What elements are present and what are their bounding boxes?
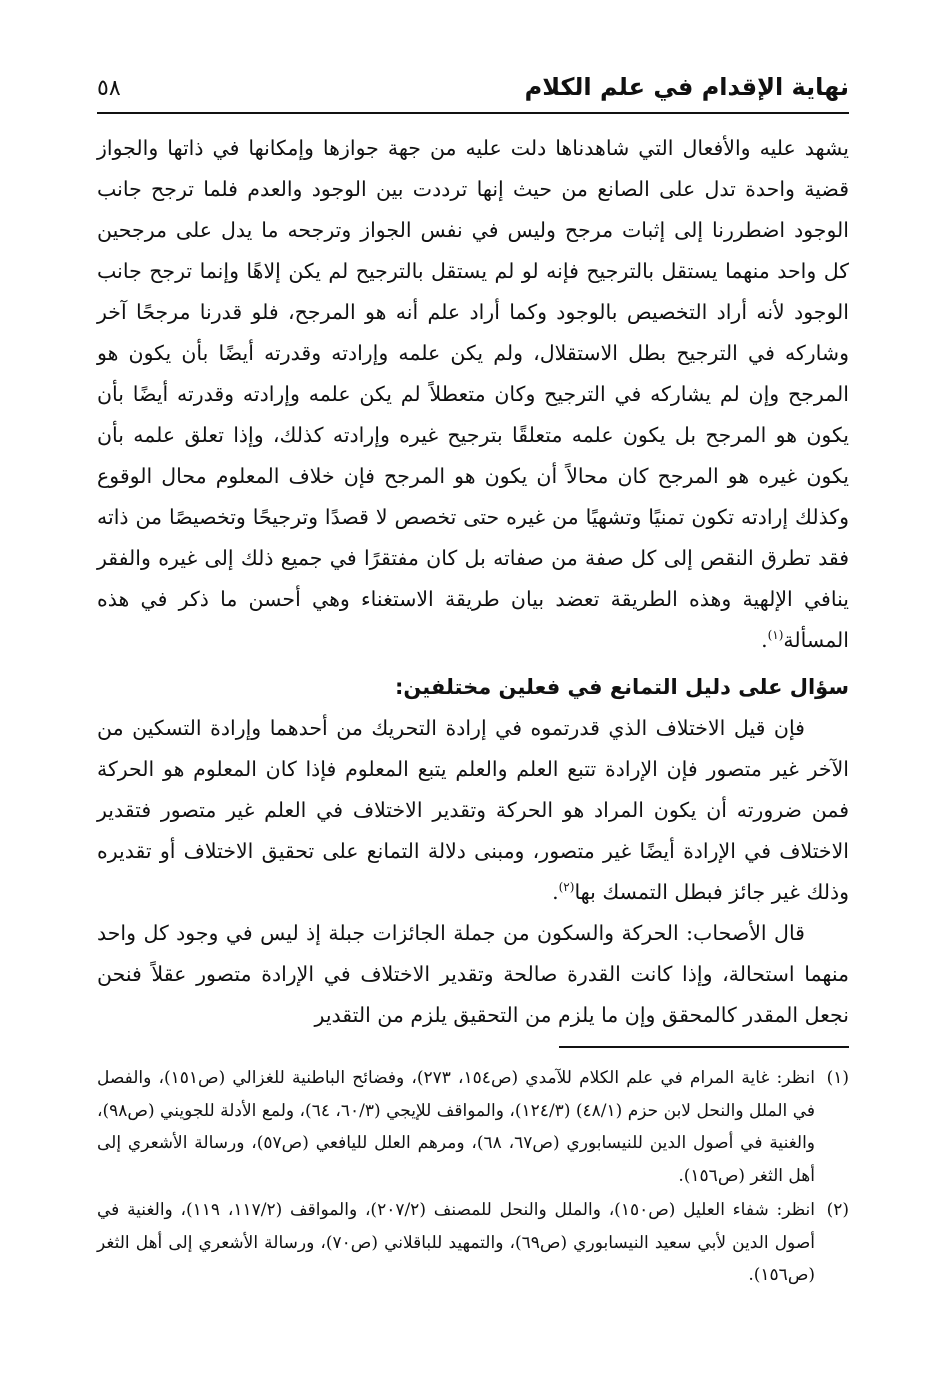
footnotes	[97, 1062, 849, 1294]
paragraph	[97, 128, 849, 661]
footnote-text: انظر: شفاء العليل (ص١٥٠)، والملل والنحل للمصنف (٢٠٧/٢)، والمواقف (١١٧/٢، ١١٩)، والغنية في أصول الدين لأبي سعيد النيسابوري (ص٦٩)، والتمهيد للباقلاني (ص٧٠)، ورسالة الأشعري إلى أهل الثغر (ص١٥٦).	[97, 1200, 815, 1285]
footnote	[97, 1194, 849, 1292]
footnote-ref: (١)	[767, 628, 784, 643]
running-header	[97, 70, 849, 110]
paragraph-end: .	[552, 880, 559, 904]
book-title: نهاية الإقدام في علم الكلام	[524, 73, 849, 101]
header-divider	[97, 112, 849, 114]
paragraph	[97, 708, 849, 913]
footnote-text: انظر: غاية المرام في علم الكلام للآمدي (ص١٥٤، ٢٧٣)، وفضائح الباطنية للغزالي (ص١٥١)، والفصل في الملل والنحل لابن حزم (٤٨/١) (١٢٤/٣)، والمواقف للإيجي (٦٠/٣، ٦٤)، ولمع الأدلة للجويني (ص٩٨)، والغنية في أصول الدين للنيسابوري (ص٦٧، ٦٨)، ومرهم العلل لليافعي (ص٥٧)، ورسالة الأشعري إلى أهل الثغر (ص١٥٦).	[97, 1068, 816, 1186]
main-text	[97, 128, 849, 1036]
footnote-number: (١)	[826, 1068, 849, 1088]
paragraph-text: يشهد عليه والأفعال التي شاهدناها دلت عليه من جهة جوازها وإمكانها في ذاتها والجواز قضية واحدة تدل على الصانع من حيث إنها ترددت بين الوجود والعدم فلما ترجح جانب الوجود اضطررنا إلى إثبات مرجح وليس في نفس الجواز وترجحه ما يدل على مرجحين كل واحد منهما يستقل بالترجيح فإنه لو لم يستقل بالترجيح لم يكن إلاهًا وإنما ترجح جانب الوجود لأنه أراد التخصيص بالوجود وكما أراد علم أنه هو المرجح، فلو قدرنا مرجحًا آخر وشاركه في الترجيح بطل الاستقلال، ولم يكن علمه وإرادته وقدرته أيضًا بأن يكون هو المرجح وإن لم يشاركه في الترجيح وكان متعطلاً لم يكن علمه وإرادته وقدرته أيضًا بأن يكون هو المرجح بل يكون علمه متعلقًا بترجيح غيره وإرادته كذلك، وإذا تعلق علمه بأن يكون غيره هو المرجح كان محالاً أن يكون هو المرجح فإن خلاف المعلوم محال الوقوع وكذلك إرادته تكون تمنيًا وتشهيًا من غيره حتى تخصص لا قصدًا وترجيحًا وتخصيصًا من ذاته فقد تطرق النقص إلى كل صفة من صفاته بل كان مفتقرًا في جميع ذلك إلى غيره والفقر ينافي الإلهية وهذه الطريقة تعضد بيان طريقة الاستغناء وهي أحسن ما ذكر في هذه المسألة	[97, 136, 850, 652]
footnote-divider	[559, 1046, 849, 1048]
paragraph	[97, 913, 849, 1036]
footnote-number: (٢)	[826, 1200, 849, 1220]
footnote-ref: (٢)	[558, 880, 575, 895]
paragraph-text: فإن قيل الاختلاف الذي قدرتموه في إرادة التحريك من أحدهما وإرادة التسكين من الآخر غير متصور فإن الإرادة تتبع العلم والعلم يتبع المعلوم فإذا كان المعلوم هو الحركة فمن ضرورته أن يكون المراد هو الحركة وتقدير الاختلاف في العلم غير متصور فتقدير الاختلاف في الإرادة أيضًا غير متصور، ومبنى دلالة التمانع على تحقيق الاختلاف أو تقديره وذلك غير جائز فبطل التمسك بها	[97, 716, 849, 904]
paragraph-end: .	[761, 628, 768, 652]
paragraph-text: قال الأصحاب: الحركة والسكون من جملة الجائزات جبلة إذ ليس في وجود كل واحد منهما استحالة، وإذا كانت القدرة صالحة وتقدير الاختلاف في الإرادة متصور عقلاً فنحن نجعل المقدر كالمحقق وإن ما يلزم من التحقيق يلزم من التقدير	[97, 921, 849, 1027]
section-heading: سؤال على دليل التمانع في فعلين مختلفين:	[394, 675, 849, 699]
page-number: ٥٨	[97, 76, 121, 101]
footnote	[97, 1062, 849, 1192]
